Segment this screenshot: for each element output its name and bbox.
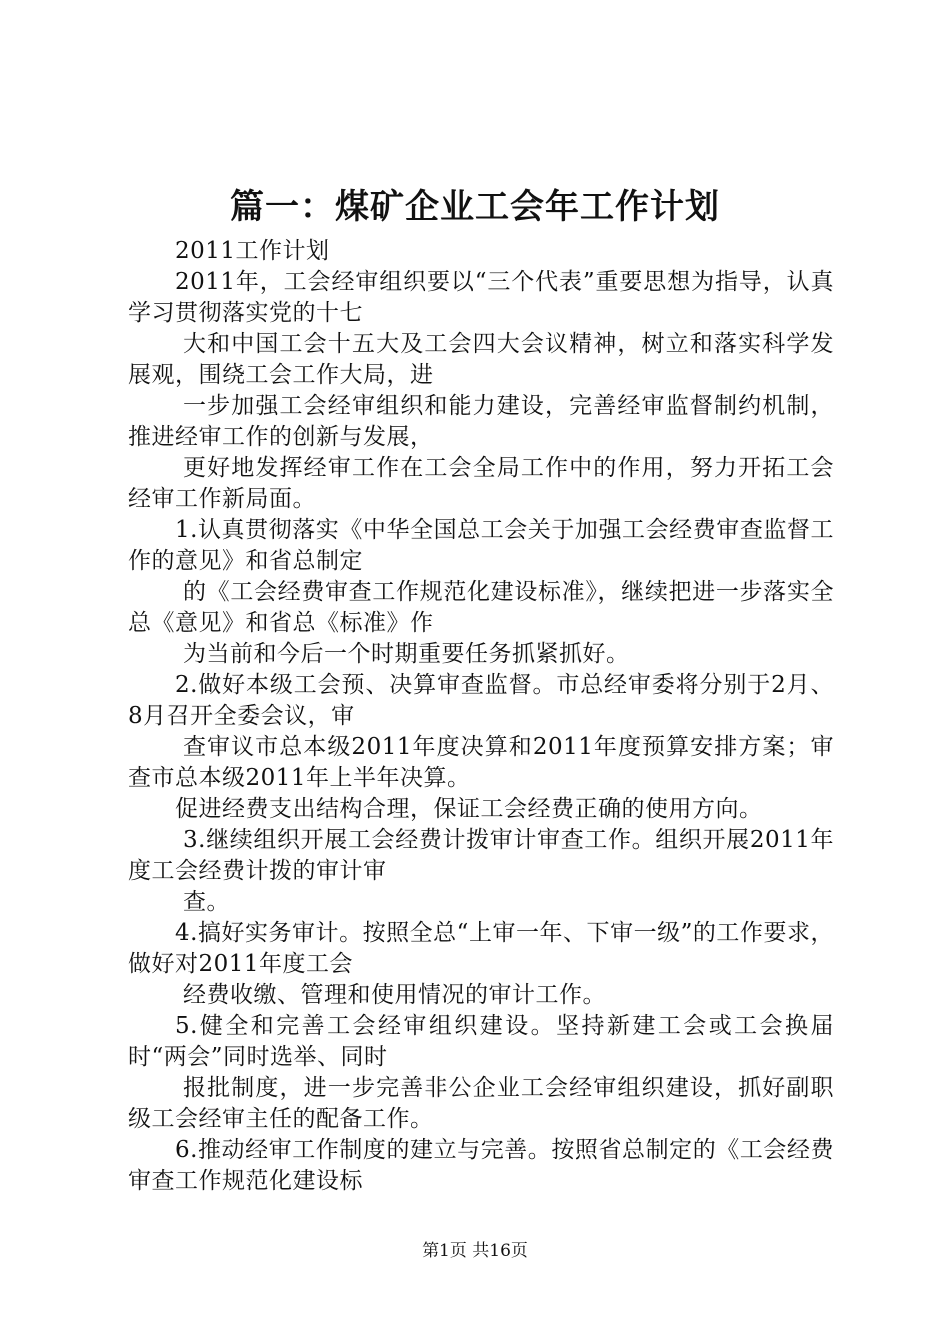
page-footer: 第1页 共16页 <box>422 1241 528 1261</box>
paragraph: 的《工会经费审查工作规范化建设标准》，继续把进一步落实全总《意见》和省总《标准》作 <box>128 579 834 636</box>
paragraph: 报批制度，进一步完善非公企业工会经审组织建设，抓好副职级工会经审主任的配备工作。 <box>128 1075 834 1132</box>
paragraph: 为当前和今后一个时期重要任务抓紧抓好。 <box>183 641 630 667</box>
paragraph: 查。 <box>183 889 230 915</box>
paragraph: 一步加强工会经审组织和能力建设，完善经审监督制约机制，推进经审工作的创新与发展， <box>128 393 834 450</box>
paragraph-heading: 2011工作计划 <box>175 238 330 264</box>
document-title: 篇一：煤矿企业工会年工作计划 <box>230 187 720 227</box>
paragraph: 促进经费支出结构合理，保证工会经费正确的使用方向。 <box>175 796 763 822</box>
paragraph: 2011年，工会经审组织要以“三个代表”重要思想为指导，认真学习贯彻落实党的十七 <box>128 269 834 326</box>
paragraph: 1.认真贯彻落实《中华全国总工会关于加强工会经费审查监督工作的意见》和省总制定 <box>128 517 834 574</box>
paragraph: 查审议市总本级2011年度决算和2011年度预算安排方案；审查市总本级2011年上半年决算。 <box>128 734 834 791</box>
paragraph: 大和中国工会十五大及工会四大会议精神，树立和落实科学发展观，围绕工会工作大局，进 <box>128 331 834 388</box>
paragraph: 2.做好本级工会预、决算审查监督。市总经审委将分别于2月、8月召开全委会议，审 <box>128 672 834 729</box>
paragraph: 更好地发挥经审工作在工会全局工作中的作用，努力开拓工会经审工作新局面。 <box>128 455 834 512</box>
paragraph: 经费收缴、管理和使用情况的审计工作。 <box>183 982 606 1008</box>
paragraph: 6.推动经审工作制度的建立与完善。按照省总制定的《工会经费审查工作规范化建设标 <box>128 1137 834 1194</box>
paragraph: 4.搞好实务审计。按照全总“上审一年、下审一级”的工作要求，做好对2011年度工会 <box>128 920 834 977</box>
document-body <box>128 236 834 1197</box>
paragraph: 3.继续组织开展工会经费计拨审计审查工作。组织开展2011年度工会经费计拨的审计审 <box>128 827 834 884</box>
paragraph: 5.健全和完善工会经审组织建设。坚持新建工会或工会换届时“两会”同时选举、同时 <box>128 1013 834 1070</box>
